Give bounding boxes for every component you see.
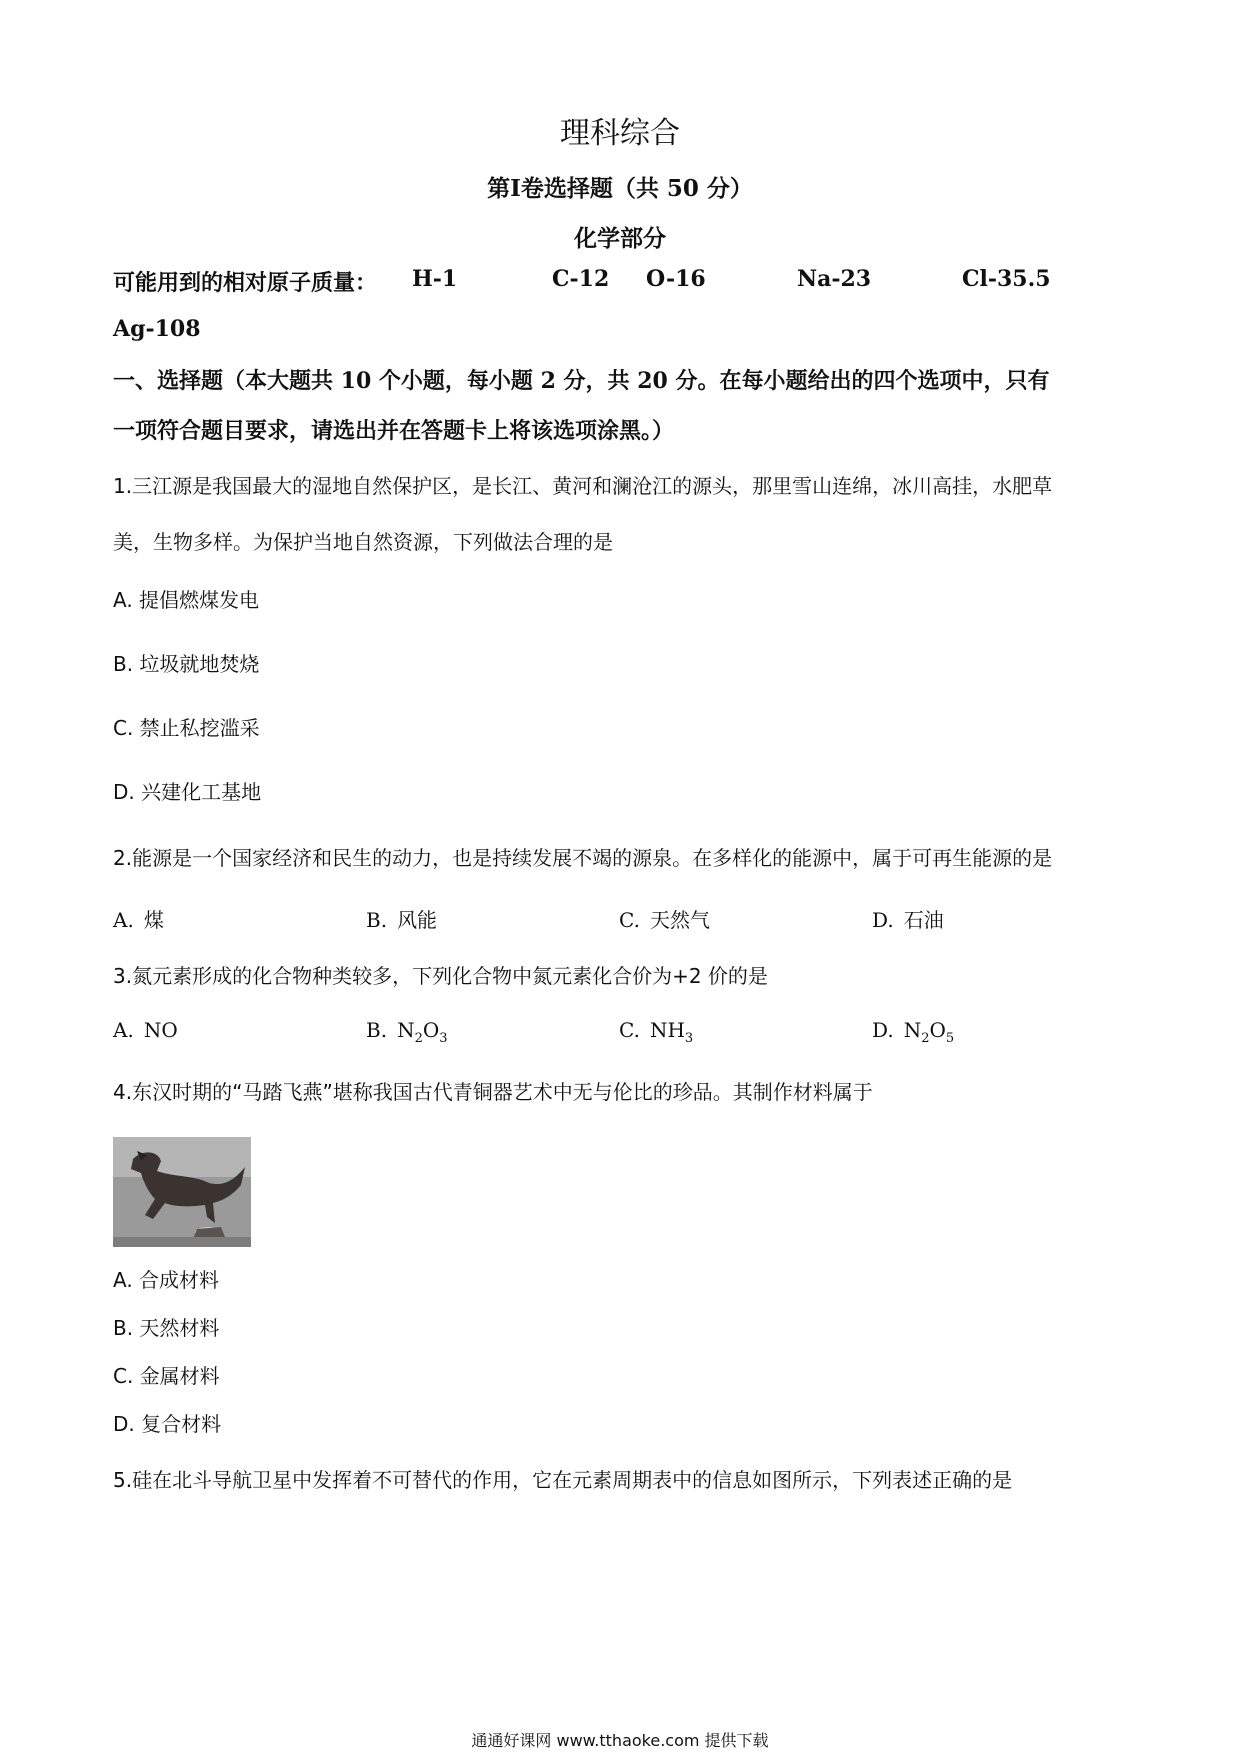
question-1-text: 美，生物多样。为保护当地自然资源，下列做法合理的是 [113,530,613,554]
question-3-option [113,1018,178,1042]
question-2-option [872,904,944,933]
option-text: 石油 [903,908,944,932]
question-2-text: 2.能源是一个国家经济和民生的动力，也是持续发展不竭的源泉。在多样化的能源中，属于可再生能源的是 [113,846,1053,870]
option-text: 煤 [143,908,164,932]
mass-item: O-16 [646,266,706,292]
mass-item: C-12 [552,266,610,292]
option-label: A. [113,908,134,932]
option-label: A. [113,1018,134,1042]
mass-item: Ag-108 [113,316,201,342]
section-title: 化学部分 [574,225,666,252]
question-4-text: 4.东汉时期的“马踏飞燕”堪称我国古代青铜器艺术中无与伦比的珍品。其制作材料属于 [113,1080,873,1104]
paper-subtitle: 第Ⅰ卷选择题（共 50 分） [487,175,753,202]
question-3-option [619,1018,693,1046]
question-2-option [619,904,710,933]
option-label: D. [872,908,894,932]
bronze-horse-photo [113,1137,251,1247]
instructions-line: 一、选择题（本大题共 10 个小题，每小题 2 分，共 20 分。在每小题给出的四个选项中，只有 [113,368,1050,394]
question-4-option: A. 合成材料 [113,1268,220,1292]
mass-item: H-1 [412,266,458,292]
option-label: C. [619,908,640,932]
question-4-option: C. 金属材料 [113,1364,220,1388]
question-5-text: 5.硅在北斗导航卫星中发挥着不可替代的作用，它在元素周期表中的信息如图所示，下列表述正确的是 [113,1468,1013,1492]
option-label: B. [366,1018,388,1042]
option-text: 风能 [397,908,438,932]
question-4-option: D. 复合材料 [113,1412,222,1436]
mass-item: Na-23 [797,266,872,292]
option-label: D. [872,1018,894,1042]
option-label: C. [619,1018,640,1042]
question-4-option: B. 天然材料 [113,1316,220,1340]
formula: $N_2O_5$ [903,1018,955,1046]
question-1-option: A. 提倡燃煤发电 [113,588,260,612]
question-1-text: 1.三江源是我国最大的湿地自然保护区，是长江、黄河和澜沧江的源头，那里雪山连绵，冰川高挂，水肥草 [113,474,1053,498]
instructions-line: 一项符合题目要求，请选出并在答题卡上将该选项涂黑。） [113,418,675,444]
page-title: 理科综合 [560,116,680,151]
horse-image [113,1137,251,1247]
question-2-option [113,904,164,933]
formula: $N_2O_3$ [397,1018,448,1046]
question-3-option [872,1018,954,1046]
question-3-text: 3.氮元素形成的化合物种类较多，下列化合物中氮元素化合价为+2 价的是 [113,964,768,988]
formula: $NH_3$ [649,1018,694,1046]
formula: NO [143,1018,178,1042]
masses-label: 可能用到的相对原子质量： [113,270,378,296]
mass-item: Cl-35.5 [962,266,1051,292]
footer-source: 通通好课网 www.tthaoke.com 提供下载 [471,1731,769,1750]
option-label: B. [366,908,388,932]
question-3-option [366,1018,448,1046]
question-1-option: C. 禁止私挖滥采 [113,716,260,740]
question-1-option: B. 垃圾就地焚烧 [113,652,260,676]
question-1-option: D. 兴建化工基地 [113,780,262,804]
question-2-option [366,904,437,933]
option-text: 天然气 [649,908,710,932]
